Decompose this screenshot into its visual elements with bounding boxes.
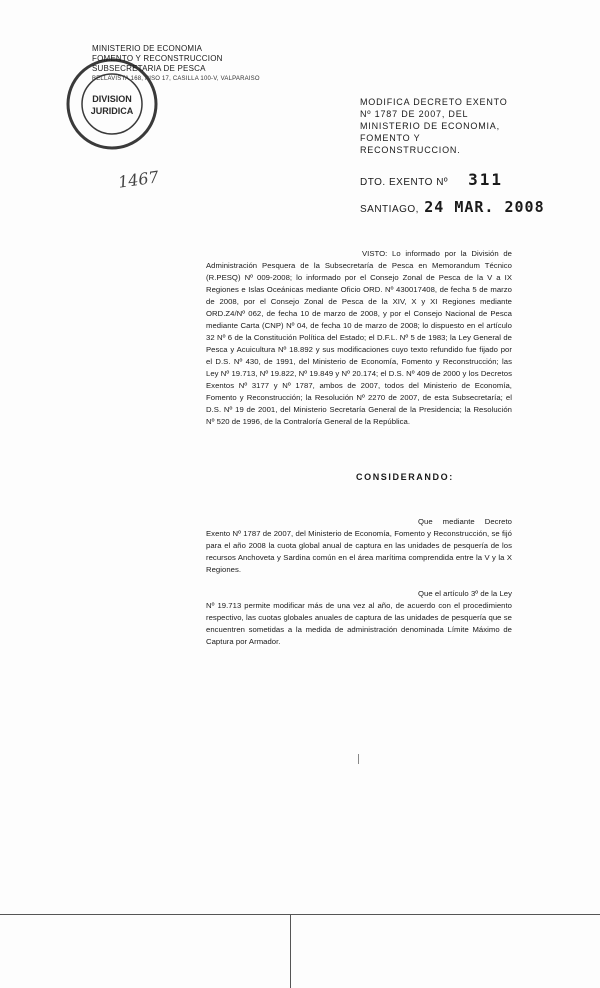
considerando-heading: CONSIDERANDO: bbox=[356, 472, 454, 482]
considerando-paragraph-1: Que mediante Decreto Exento Nº 1787 de 2007, del Ministerio de Economía, Fomento y Reconstrucción, se fijó para el año 2008 la cuota global anual de captura en las unidades de pesquería de los recursos Anchoveta y Sardina común en el área marítima comprendida entre la V y la X Regiones. bbox=[206, 517, 512, 574]
date-stamp: 24 MAR. 2008 bbox=[424, 198, 545, 216]
letterhead-address: BELLAVISTA 168, PISO 17, CASILLA 100-V, VALPARAISO bbox=[92, 76, 260, 82]
footer-rule bbox=[0, 914, 600, 915]
date-place: SANTIAGO, bbox=[360, 204, 419, 215]
decree-number: 311 bbox=[468, 170, 503, 189]
ministry-subtitle: FOMENTO Y RECONSTRUCCION bbox=[92, 54, 223, 63]
page-mark bbox=[358, 754, 359, 764]
stamp-line-2: JURIDICA bbox=[90, 106, 134, 116]
letterhead bbox=[92, 44, 260, 84]
visto-paragraph: VISTO: Lo informado por la División de Administración Pesquera de la Subsecretaría de Pesca en Memorandum Técnico (R.PESQ) Nº 009-2008; lo informado por el Consejo Zonal de Pesca de la V a IX Regiones e Islas Oceánicas mediante Oficio ORD. Nº 430017408, de fecha 5 de marzo de 2008, por el Consejo Zonal de Pesca de la XIV, X y XI Regiones mediante ORD.Z4/Nº 062, de fecha 10 de marzo de 2008, y por el Consejo Nacional de Pesca mediante Carta (CNP) Nº 04, de fecha 10 de marzo de 2008; lo dispuesto en el artículo 32 Nº 6 de la Constitución Política del Estado; el D.F.L. Nº 5 de 1983; la Ley General de Pesca y Acuicultura Nº 18.892 y sus modificaciones cuyo texto refundido fue fijado por el D.S. Nº 430, de 1991, del Ministerio de Economía, Fomento y Reconstrucción; las Ley Nº 19.713, Nº 19.822, Nº 19.849 y Nº 20.174; el D.S. Nº 409 de 2000 y los Decretos Exentos Nº 3177 y Nº 1787, ambos de 2007, todos del Ministerio de Economía, Fomento y Reconstrucción; la Resolución Nº 2270 de 2007, de esta Subsecretaría; el D.S. Nº 19 de 2001, del Ministerio Secretaría General de la Presidencia; la Resolución Nº 520 de 1996, de la Contraloría General de la República. bbox=[206, 249, 512, 426]
decree-date-line bbox=[360, 198, 545, 216]
footer-divider bbox=[290, 914, 291, 988]
decree-summary: MODIFICA DECRETO EXENTO Nº 1787 DE 2007, DEL MINISTERIO DE ECONOMIA, FOMENTO Y RECONSTRUCCION. bbox=[360, 97, 508, 155]
considerando-paragraph-2: Que el artículo 3º de la Ley Nº 19.713 permite modificar más de una vez al año, de acuerdo con el procedimiento respectivo, las cuotas globales anuales de captura de las unidades de pesquería que se encuentren sometidas a la medida de administración denominada Límite Máximo de Captura por Armador. bbox=[206, 589, 512, 646]
stamp-line-1: DIVISION bbox=[92, 94, 132, 104]
subsecretaria-name: SUBSECRETARIA DE PESCA bbox=[92, 64, 206, 73]
handwritten-note: 1467 bbox=[116, 167, 160, 192]
decree-number-line bbox=[360, 170, 503, 189]
decree-label: DTO. EXENTO Nº bbox=[360, 177, 449, 188]
ministry-name: MINISTERIO DE ECONOMIA bbox=[92, 44, 203, 53]
